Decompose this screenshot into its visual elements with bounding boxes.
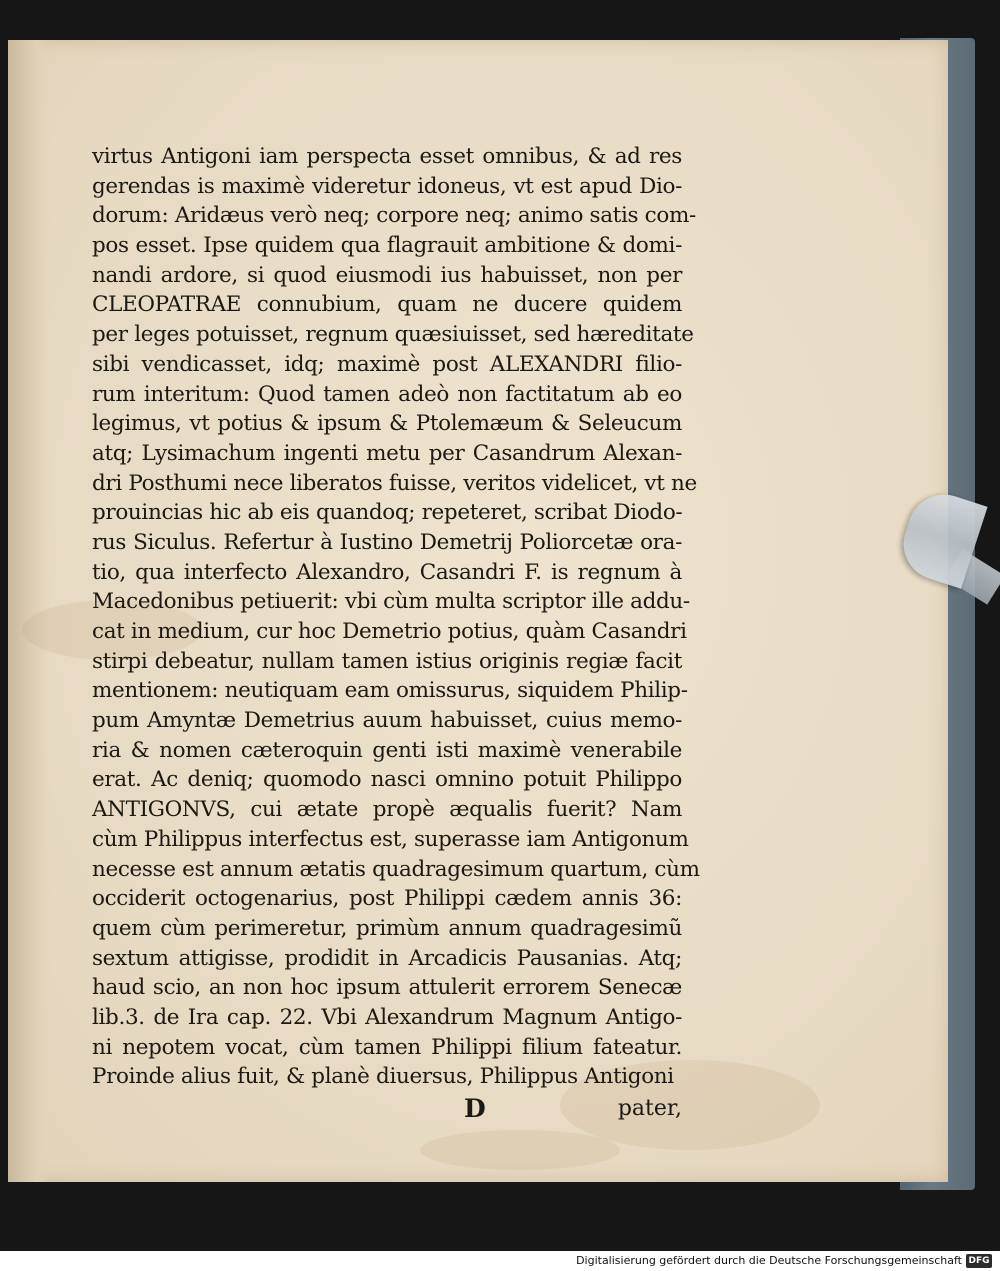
printed-text [92, 142, 700, 1126]
signature-mark: D [464, 1094, 486, 1123]
text-line: erat. Ac deniq; quomodo nasci omnino potuit Philippo [92, 767, 682, 793]
text-line: Macedonibus petiuerit: vbi cùm multa scriptor ille addu- [92, 589, 690, 615]
text-line: pum Amyntæ Demetrius auum habuisset, cuius memo- [92, 708, 682, 734]
page-foot [92, 1092, 682, 1126]
text-line: sextum attigisse, prodidit in Arcadicis Pausanias. Atq; [92, 945, 682, 971]
text-line: CLEOPATRAE connubium, quam ne ducere quidem [92, 292, 682, 318]
dfg-logo-icon: DFG [966, 1254, 992, 1268]
text-line: prouincias hic ab eis quandoq; repeteret, scribat Diodo- [92, 500, 683, 526]
text-line: sibi vendicasset, idq; maximè post ALEXANDRI filio- [92, 351, 682, 377]
text-line: atq; Lysimachum ingenti metu per Casandrum Alexan- [92, 440, 682, 466]
text-line: Proinde alius fuit, & planè diuersus, Philippus Antigoni [92, 1064, 674, 1090]
text-line: pos esset. Ipse quidem qua flagrauit ambitione & domi- [92, 233, 682, 259]
text-line: rum interitum: Quod tamen adeò non factitatum ab eo [92, 381, 682, 407]
text-line: dorum: Aridæus verò neq; corpore neq; animo satis com- [92, 203, 696, 229]
text-line: dri Posthumi nece liberatos fuisse, veritos videlicet, vt ne [92, 470, 697, 496]
text-line: occiderit octogenarius, post Philippi cædem annis 36: [92, 886, 682, 912]
catchword: pater, [617, 1096, 682, 1121]
text-line: cùm Philippus interfectus est, superasse iam Antigonum [92, 826, 689, 852]
text-line: rus Siculus. Refertur à Iustino Demetrij Poliorcetæ ora- [92, 529, 682, 555]
text-line: ANTIGONVS, cui ætate propè æqualis fuerit? Nam [92, 797, 682, 823]
text-line: legimus, vt potius & ipsum & Ptolemæum & Seleucum [92, 411, 682, 437]
text-line: haud scio, an non hoc ipsum attulerit errorem Senecæ [92, 975, 682, 1001]
text-line: mentionem: neutiquam eam omissurus, siquidem Philip- [92, 678, 688, 704]
text-line: gerendas is maximè videretur idoneus, vt est apud Dio- [92, 173, 682, 199]
text-line: stirpi debeatur, nullam tamen istius originis regiæ facit [92, 648, 682, 674]
text-line: virtus Antigoni iam perspecta esset omnibus, & ad res [92, 144, 682, 169]
paper-stain [420, 1130, 620, 1170]
text-line: nandi ardore, si quod eiusmodi ius habuisset, non per [92, 262, 682, 288]
text-line: cat in medium, cur hoc Demetrio potius, quàm Casandri [92, 619, 687, 644]
text-line: tio, qua interfecto Alexandro, Casandri F. is regnum à [92, 559, 682, 585]
text-line: per leges potuisset, regnum quæsiuisset, sed hæreditate [92, 322, 694, 348]
text-line: lib.3. de Ira cap. 22. Vbi Alexandrum Magnum Antigo- [92, 1004, 682, 1030]
footer-bar [0, 1251, 1000, 1271]
text-line: ni nepotem vocat, cùm tamen Philippi filium fateatur. [92, 1034, 682, 1060]
text-line: quem cùm perimeretur, primùm annum quadragesimũ [92, 915, 682, 941]
digitization-credit: Digitalisierung gefördert durch die Deutsche Forschungsgemeinschaft [576, 1254, 962, 1267]
text-line: ria & nomen cæteroquin genti isti maximè venerabile [92, 737, 682, 763]
text-line: necesse est annum ætatis quadragesimum quartum, cùm [92, 856, 700, 882]
